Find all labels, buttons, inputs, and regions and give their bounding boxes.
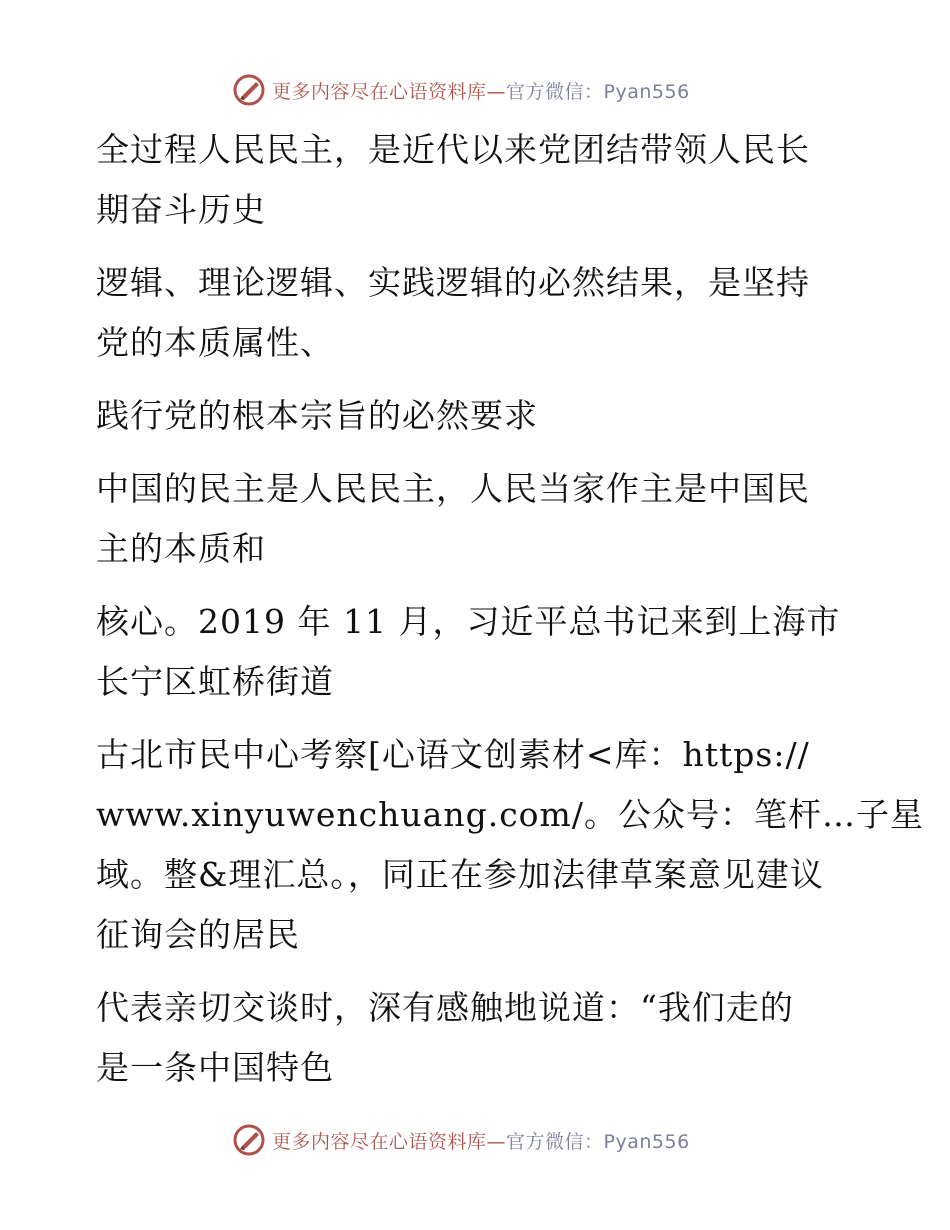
text-line: 全过程人民民主，是近代以来党团结带领人民长 [96, 130, 810, 169]
watermark-brand: 更多内容尽在心语资料库— [272, 1130, 507, 1153]
paragraph [96, 978, 856, 1098]
paragraph [96, 459, 856, 579]
paragraph [96, 592, 856, 712]
text-line: 代表亲切交谈时，深有感触地说道：“我们走的 [96, 988, 794, 1027]
paragraph [96, 120, 856, 240]
text-line: 党的本质属性、 [96, 323, 334, 362]
document-body [96, 120, 924, 1098]
watermark-wechat: 官方微信：Pyan556 [506, 1130, 690, 1153]
watermark-text [272, 77, 690, 104]
text-line: 征询会的居民 [96, 915, 300, 954]
text-line: www.xinyuwenchuang.com/。公众号：笔杆…子星 [96, 795, 924, 834]
text-line: 逻辑、理论逻辑、实践逻辑的必然结果，是坚持 [96, 263, 810, 302]
header-watermark [232, 70, 752, 110]
paragraph [96, 725, 924, 965]
paragraph [96, 386, 856, 446]
text-line: 中国的民主是人民民主，人民当家作主是中国民 [96, 469, 810, 508]
text-line: 域。整&理汇总。，同正在参加法律草案意见建议 [96, 855, 824, 894]
text-line: 长宁区虹桥街道 [96, 662, 334, 701]
text-line: 古北市民中心考察[心语文创素材<库：https:// [96, 735, 810, 774]
watermark-text [272, 1127, 690, 1154]
text-line: 践行党的根本宗旨的必然要求 [96, 396, 538, 435]
text-line: 主的本质和 [96, 529, 266, 568]
brand-logo-icon [232, 1123, 266, 1157]
paragraph [96, 253, 856, 373]
text-line: 是一条中国特色 [96, 1048, 334, 1087]
watermark-wechat: 官方微信：Pyan556 [506, 80, 690, 103]
text-line: 期奋斗历史 [96, 190, 266, 229]
text-line: 核心。2019 年 11 月，习近平总书记来到上海市 [96, 602, 841, 641]
footer-watermark [232, 1120, 752, 1160]
brand-logo-icon [232, 73, 266, 107]
watermark-brand: 更多内容尽在心语资料库— [272, 80, 507, 103]
